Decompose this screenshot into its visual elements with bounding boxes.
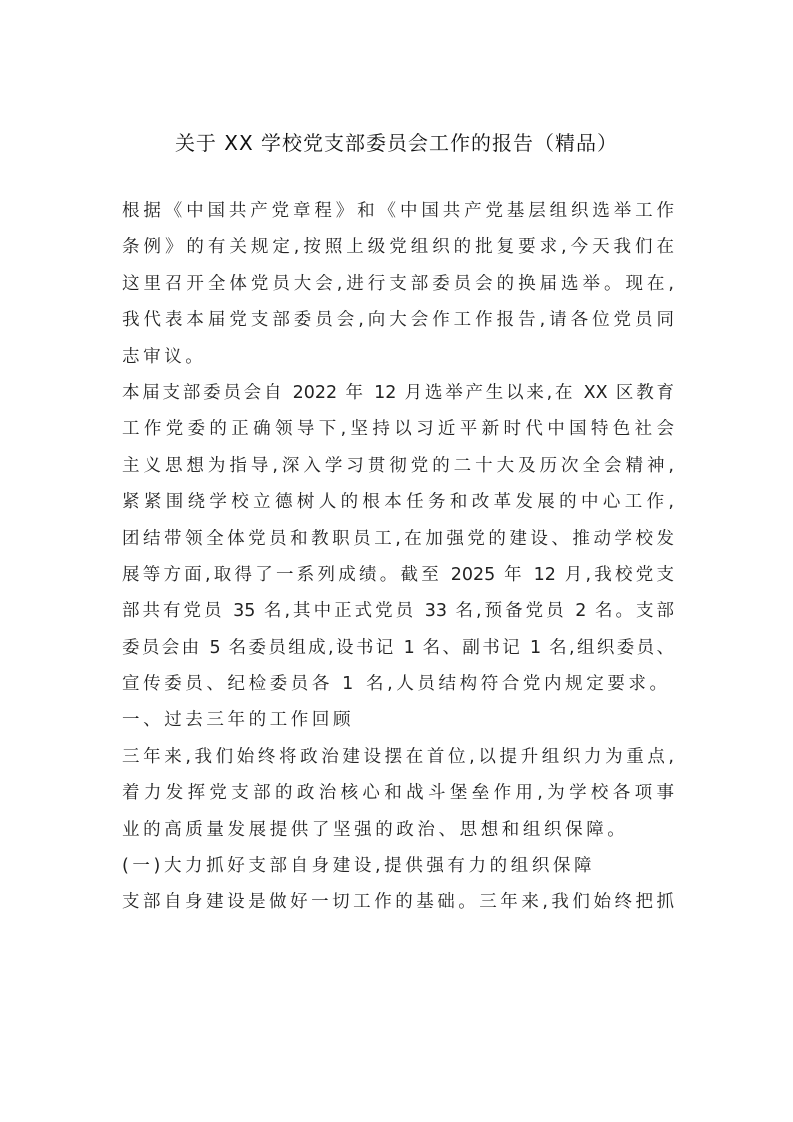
paragraph-line: 部共有党员 35 名,其中正式党员 33 名,预备党员 2 名。支部 <box>122 601 674 622</box>
paragraph-line: 我代表本届党支部委员会,向大会作工作报告,请各位党员同 <box>122 310 674 331</box>
paragraph-line: 紧紧围绕学校立德树人的根本任务和改革发展的中心工作, <box>122 492 674 513</box>
paragraph-line: 这里召开全体党员大会,进行支部委员会的换届选举。现在, <box>122 273 674 294</box>
paragraph-line: 委员会由 5 名委员组成,设书记 1 名、副书记 1 名,组织委员、 <box>122 637 674 658</box>
paragraph-line: 团结带领全体党员和教职员工,在加强党的建设、推动学校发 <box>122 528 674 549</box>
paragraph-line: 展等方面,取得了一系列成绩。截至 2025 年 12 月,我校党支 <box>122 564 674 585</box>
paragraph-line: 根据《中国共产党章程》和《中国共产党基层组织选举工作 <box>122 201 674 221</box>
paragraph-line: 支部自身建设是做好一切工作的基础。三年来,我们始终把抓 <box>122 892 674 913</box>
paragraph-line: 着力发挥党支部的政治核心和战斗堡垒作用,为学校各项事 <box>122 783 674 804</box>
paragraph-line: 三年来,我们始终将政治建设摆在首位,以提升组织力为重点, <box>122 746 674 767</box>
paragraph-line: 本届支部委员会自 2022 年 12 月选举产生以来,在 XX 区教育 <box>122 382 674 403</box>
paragraph-line: 宣传委员、纪检委员各 1 名,人员结构符合党内规定要求。 <box>122 674 671 695</box>
paragraph-line: 主义思想为指导,深入学习贯彻党的二十大及历次全会精神, <box>122 455 674 476</box>
paragraph-line: 工作党委的正确领导下,坚持以习近平新时代中国特色社会 <box>122 419 674 440</box>
paragraph-line: 业的高质量发展提供了坚强的政治、思想和组织保障。 <box>122 819 629 840</box>
paragraph-line: 志审议。 <box>122 346 207 367</box>
paragraph-line: 条例》的有关规定,按照上级党组织的批复要求,今天我们在 <box>122 237 674 258</box>
section-heading: 一、过去三年的工作回顾 <box>122 710 355 731</box>
subsection-heading: (一)大力抓好支部自身建设,提供强有力的组织保障 <box>122 856 596 877</box>
document-title: 关于 XX 学校党支部委员会工作的报告（精品） <box>174 131 619 155</box>
document-body <box>122 193 674 921</box>
